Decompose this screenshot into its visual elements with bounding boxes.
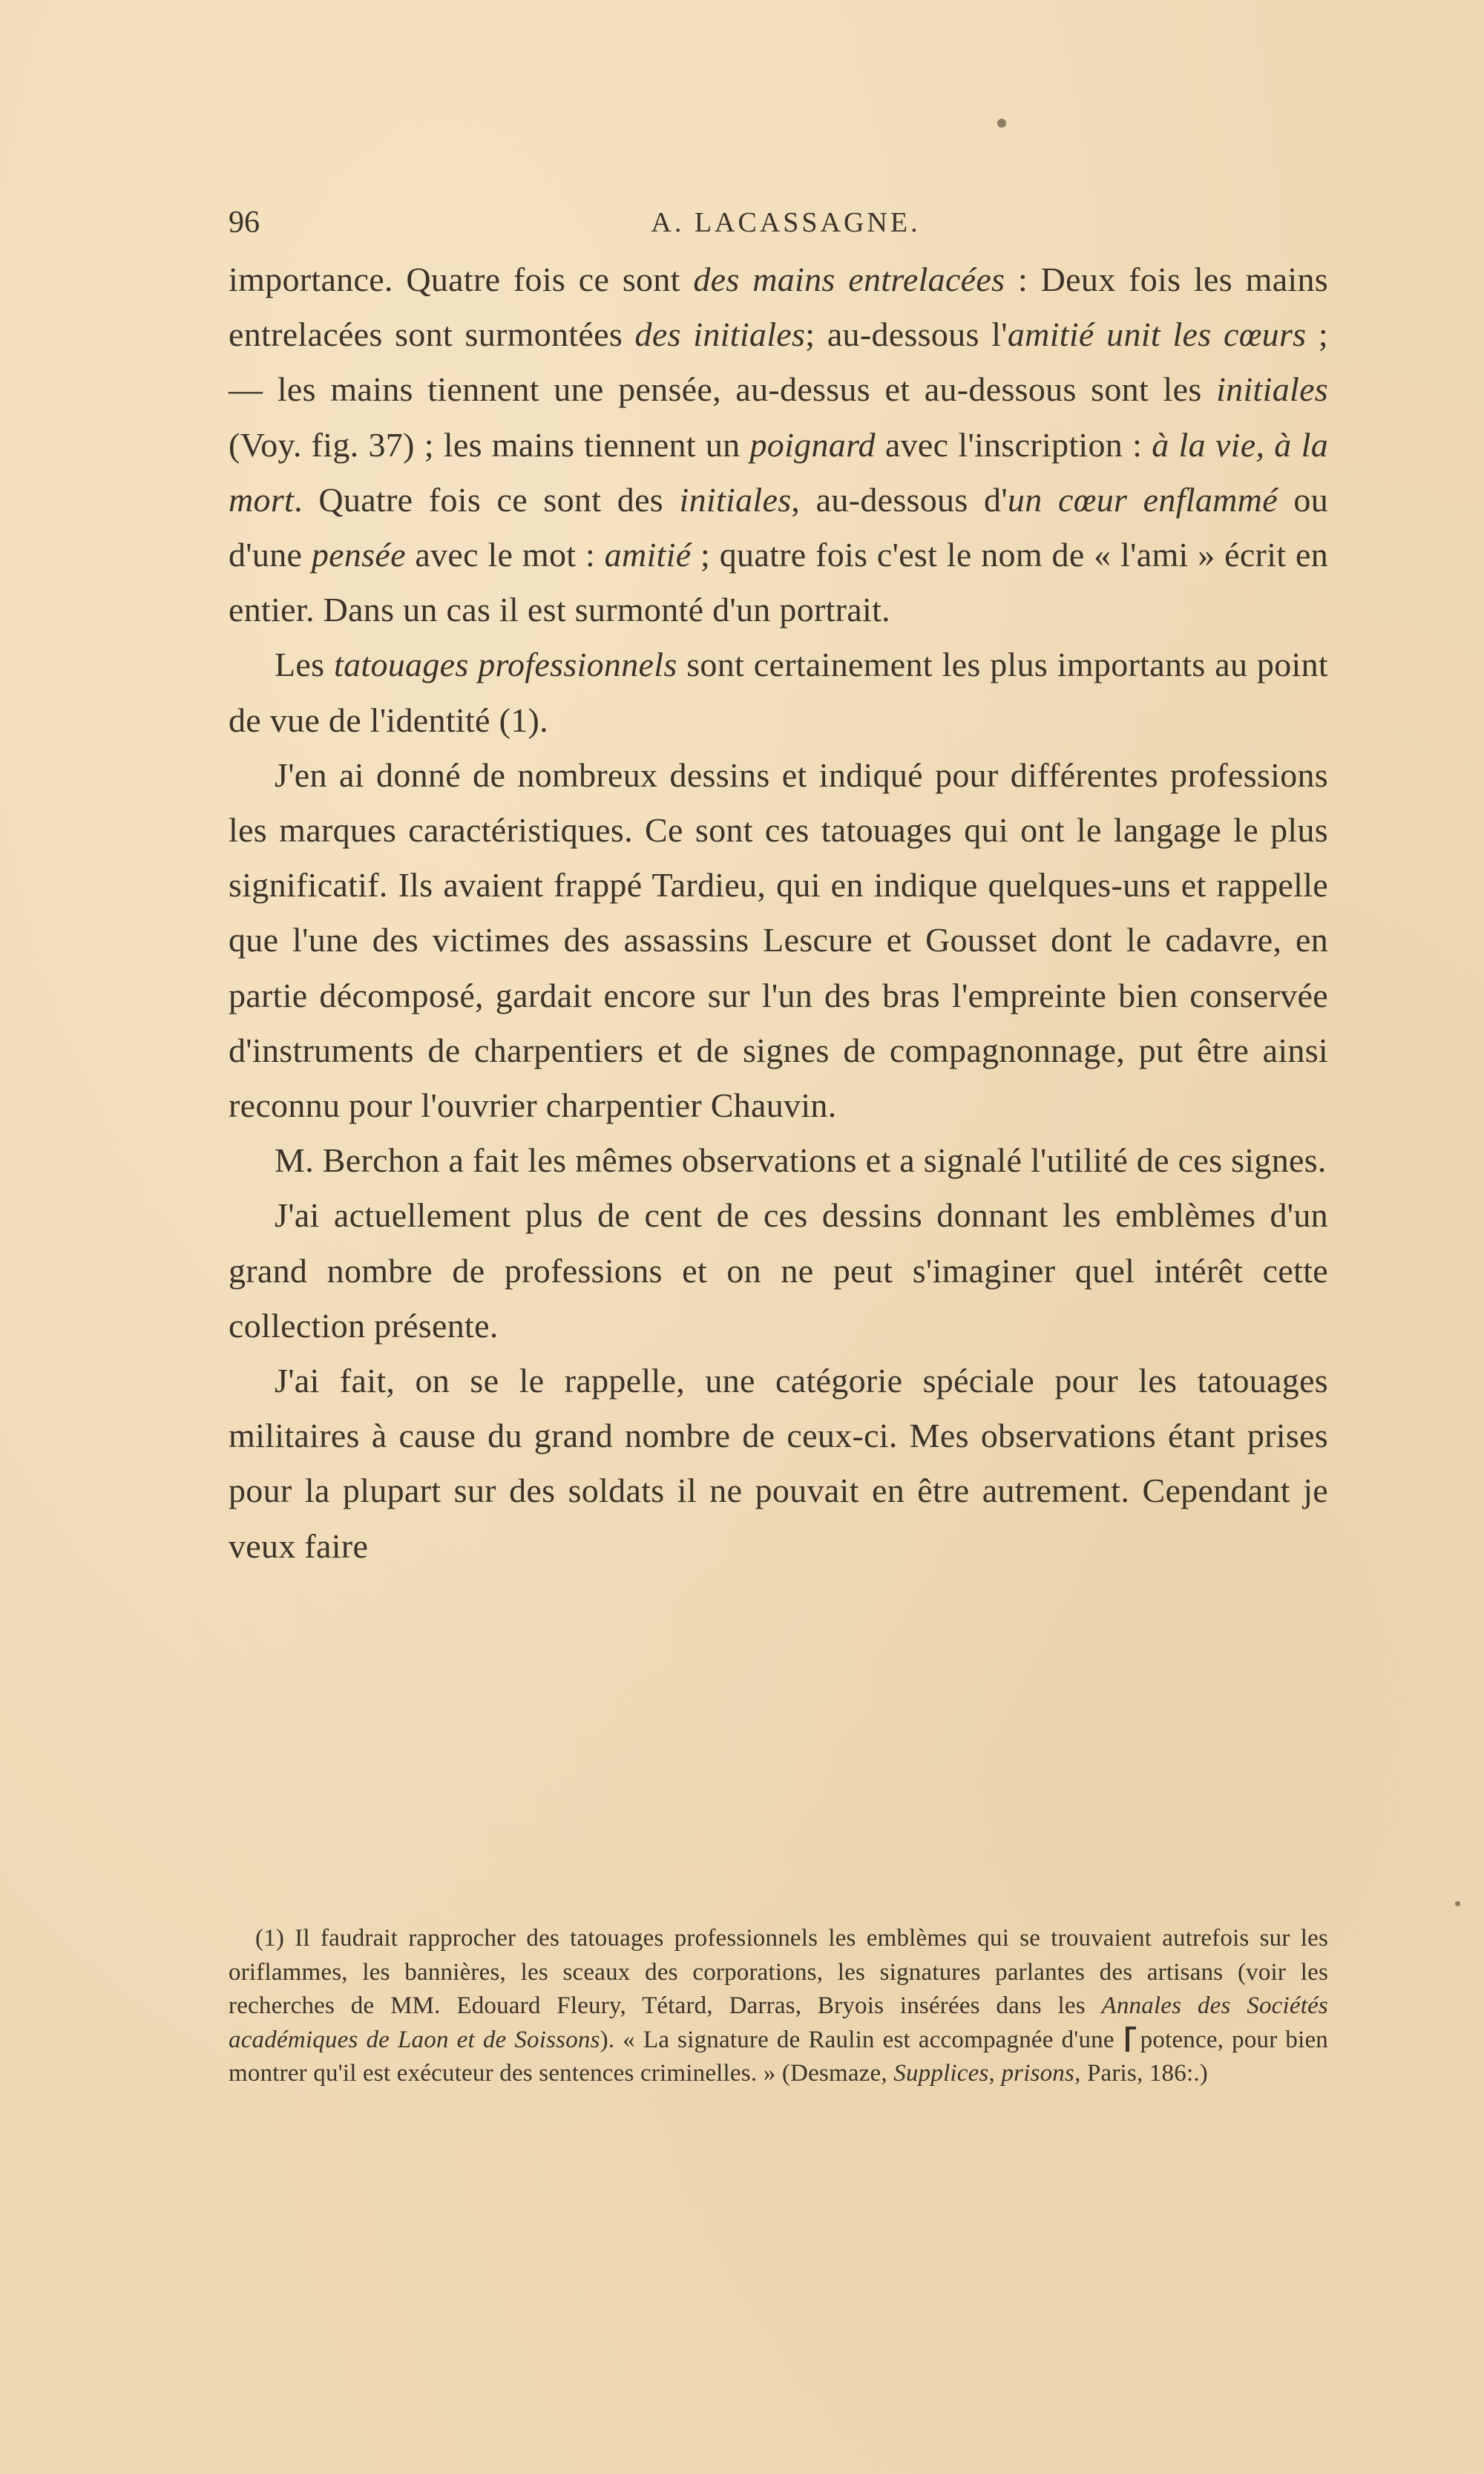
italic-run: un cœur enflammé (1007, 480, 1278, 519)
text-run: (1) Il faudrait rapprocher des tatouages professionnels les emblèmes qui se trouvaient autrefois sur les oriflammes, les bannières, les sceaux des corporations, les signatures parlantes des artisans (voir les recherches de MM. Edouard Fleury, Tétard, Darras, Bryois insérées dans les (229, 1925, 1328, 2019)
italic-run: Annales des Sociétés académiques de Laon et de Soissons (229, 1992, 1328, 2053)
text-run: , Paris, 186:.) (1074, 2060, 1208, 2087)
body-text (229, 252, 1328, 1574)
gallows-icon (1126, 2027, 1136, 2052)
text-run: (Voy. fig. 37) ; les mains tiennent un (229, 425, 750, 464)
italic-run: pensée (311, 536, 406, 574)
italic-run: Supplices (893, 2060, 989, 2087)
italic-run: amitié unit les cœurs (1007, 315, 1307, 354)
italic-run: prisons (1001, 2060, 1075, 2087)
footnote (229, 1922, 1328, 2091)
paragraph-2 (229, 637, 1328, 747)
text-run: ou d'une (229, 480, 1329, 574)
paragraph-6: J'ai fait, on se le rappelle, une catégorie spéciale pour les tatouages militaires à cause du grand nombre de ceux-ci. Mes observations étant prises pour la plupart sur des soldats il ne pouvait en être autrement. Cependant je veux faire (229, 1362, 1328, 1565)
text-run: ). « La signature de Raulin est accompagnée d'une (600, 2026, 1114, 2053)
text-run: : Deux fois les mains entrelacées sont surmontées (229, 260, 1328, 354)
paragraph-5: J'ai actuellement plus de cent de ces dessins donnant les emblèmes d'un grand nombre de professions et on ne peut s'imaginer quel intérêt cette collection présente. (229, 1196, 1328, 1345)
italic-run: des initiales (634, 315, 806, 354)
paragraph-1 (229, 252, 1328, 637)
italic-run: amitié (604, 536, 692, 574)
paragraph-4: M. Berchon a fait les mêmes observations et a signalé l'utilité de ces signes. (275, 1141, 1327, 1180)
italic-run: tatouages professionnels (334, 646, 677, 684)
text-run: . Quatre fois ce sont des (294, 480, 680, 519)
text-run: , (988, 2060, 1002, 2087)
text-run: importance. Quatre fois ce sont (229, 260, 694, 298)
text-run: ; quatre fois c'est le nom de « l'ami » écrit en entier. Dans un cas il est surmonté d'un portrait. (229, 536, 1328, 629)
text-run: ; — les mains tiennent une pensée, au-dessus et au-dessous sont les (229, 315, 1328, 409)
paper-speck (1455, 1901, 1460, 1906)
running-title: A. LACASSAGNE. (651, 207, 921, 238)
text-run: l' (991, 315, 1008, 354)
text-run: potence, pour bien montrer qu'il est exécuteur des sentences criminelles. » (Desmaze, (229, 2026, 1329, 2087)
text-run: , au-dessous d' (791, 480, 1008, 519)
text-run: Les (275, 646, 334, 684)
italic-run: initiales (1216, 370, 1328, 409)
text-run: avec l'inscription : (875, 425, 1152, 464)
paper-speck (997, 119, 1006, 128)
italic-run: poignard (749, 425, 876, 464)
text-run: avec le mot : (405, 536, 605, 574)
italic-run: initiales (679, 480, 792, 519)
text-run: sont certainement les plus importants au point de vue de l'identité (1). (229, 646, 1328, 739)
italic-run: des mains entrelacées (693, 260, 1005, 298)
text-run: ; au-dessous (805, 315, 992, 354)
footnote-1 (229, 1922, 1328, 2091)
running-head (229, 200, 1328, 245)
italic-run: à la vie, à la mort (229, 425, 1329, 519)
book-page (229, 200, 1328, 1574)
page-number: 96 (229, 206, 260, 240)
paragraph-3: J'en ai donné de nombreux dessins et indiqué pour différentes professions les marques caractéristiques. Ce sont ces tatouages qui ont le langage le plus significatif. Ils avaient frappé Tardieu, qui en indique quelques-uns et rappelle que l'une des victimes des assassins Lescure et Gousset dont le cadavre, en partie décomposé, gardait encore sur l'un des bras l'empreinte bien conservée d'instruments de charpentiers et de signes de compagnonnage, put être ainsi reconnu pour l'ouvrier charpentier Chauvin. (229, 755, 1328, 1125)
